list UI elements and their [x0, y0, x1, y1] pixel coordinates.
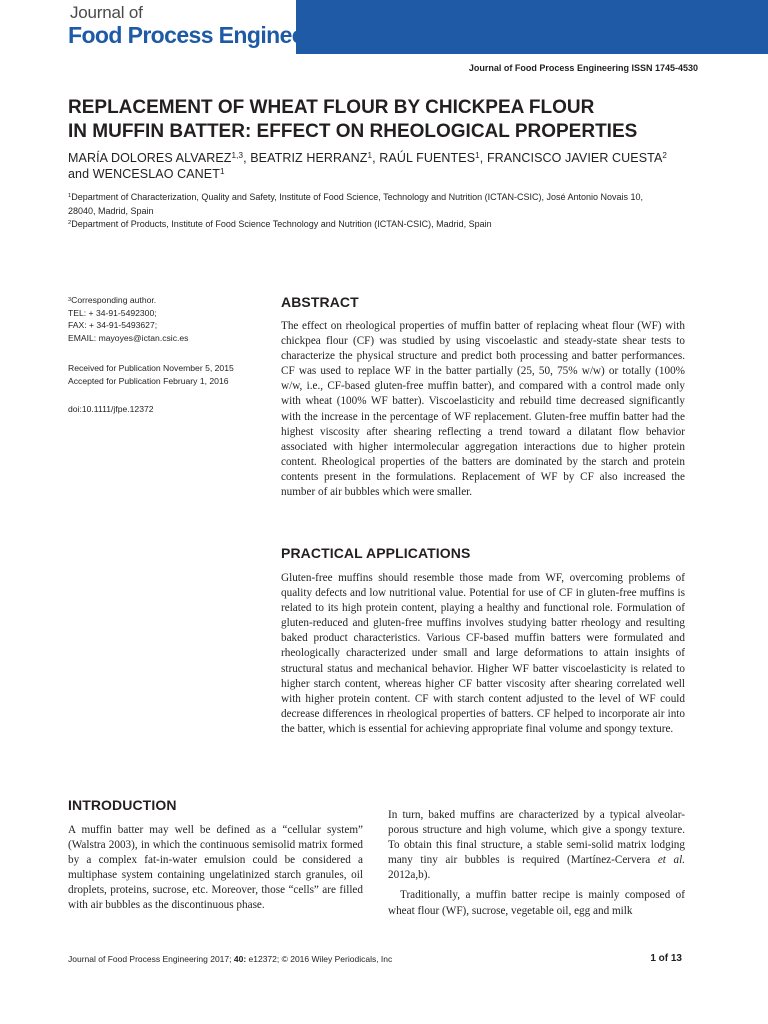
- abstract-heading: ABSTRACT: [281, 294, 359, 310]
- author-separator: ,: [479, 151, 487, 165]
- practical-applications-text: Gluten-free muffins should resemble those made from WF, overcoming problems of quality defects and low nutritional value. Potential for use of CF in gluten-free muffins is related to its high protein content, playing a healthy and functional role. Formulation of gluten-reduced and gluten-free muffins involves studying batter rheology and resulting baked product characteristics. Various CF-based muffin batters were formulated and rheologically characterized under small and large deformations to attain insights of structural status and mechanical behavior. Higher WF batter viscoelasticity is related to higher starch content, whereas higher CF batter viscosity after shearing correlated well with higher protein content. CF with starch content adjusted to the level of WF could decrease differences in rheological properties of batters. CF helped to incorporate air into the batter, which is essential for achieving appropriate final volume and spongy texture.: [281, 572, 685, 735]
- affiliation-line: 28040, Madrid, Spain: [68, 205, 154, 216]
- author-affiliation-mark: 1: [475, 151, 480, 161]
- article-title: [68, 96, 708, 144]
- received-date: Received for Publication November 5, 2015: [68, 363, 234, 373]
- corresponding-fax: FAX: + 34-91-5493627;: [68, 320, 158, 330]
- author-name: WENCESLAO CANET: [92, 167, 220, 181]
- affiliation-mark: 1: [68, 193, 72, 200]
- author-and: and: [68, 167, 93, 181]
- author-name: RAÚL FUENTES: [379, 151, 476, 165]
- journal-name: Food Process Engineering: [68, 22, 345, 48]
- author-affiliation-mark: 2: [662, 151, 668, 161]
- author-affiliation-mark: 1,3: [231, 151, 244, 161]
- practical-applications-heading: PRACTICAL APPLICATIONS: [281, 545, 471, 561]
- affiliation-line: Department of Products, Institute of Food Science Technology and Nutrition (ICTAN-CSIC), Madrid, Spain: [71, 219, 492, 229]
- journal-issn: Journal of Food Process Engineering ISSN 1745-4530: [468, 63, 698, 73]
- author-separator: ,: [372, 151, 380, 165]
- title-line-2: IN MUFFIN BATTER: EFFECT ON RHEOLOGICAL PROPERTIES: [68, 121, 638, 142]
- author-separator: ,: [243, 151, 251, 165]
- title-line-1: REPLACEMENT OF WHEAT FLOUR BY CHICKPEA FLOUR: [68, 97, 595, 118]
- affiliation-line: Department of Characterization, Quality and Safety, Institute of Food Science, Technology and Nutrition (ICTAN-CSIC), José Antonio Novais 10,: [71, 192, 644, 202]
- corresponding-email[interactable]: EMAIL: mayoyes@ictan.csic.es: [68, 332, 189, 343]
- corresponding-author-block: [68, 294, 258, 344]
- corresponding-mark: 3: [68, 296, 72, 303]
- introduction-column-1: A muffin batter may well be defined as a “cellular system” (Walstra 2003), in which the continuous semisolid matrix formed by a complex fat-in-water emulsion could be considered a multiphase system containing ungelatinized starch granules, oil droplets, proteins, sucrose, etc. Moreover, those “cells” are filled with air bubbles as the discontinuous phase.: [68, 824, 363, 912]
- accepted-date: Accepted for Publication February 1, 2016: [68, 375, 229, 386]
- introduction-column-2: [388, 808, 685, 919]
- author-list: [68, 150, 708, 182]
- corresponding-label: Corresponding author.: [71, 295, 157, 305]
- affiliation-mark: 2: [68, 220, 72, 227]
- author-name: FRANCISCO JAVIER CUESTA: [486, 151, 663, 165]
- affiliation-1: [68, 191, 698, 218]
- doi[interactable]: doi:10.1111/jfpe.12372: [68, 404, 154, 414]
- author-name: BEATRIZ HERRANZ: [250, 151, 368, 165]
- introduction-heading: INTRODUCTION: [68, 797, 177, 813]
- publication-dates: [68, 362, 258, 387]
- author-affiliation-mark: 1: [219, 167, 225, 177]
- corresponding-tel: TEL: + 34-91-5492300;: [68, 307, 157, 318]
- affiliation-2: [68, 218, 698, 232]
- footer-volume: 40:: [233, 954, 247, 964]
- intro-col2-paragraph-1: In turn, baked muffins are characterized by a typical alveolar-porous structure and high volume, which give a spongy texture. To obtain this final structure, a stable semi-solid matrix lodging many tiny air bubbles is required (Martínez-Cervera et al. 2012a,b).: [388, 809, 685, 882]
- abstract-text: The effect on rheological properties of muffin batter of replacing wheat flour (WF) with chickpea flour (CF) was studied by using viscoelastic and steady-state shear tests to characterize the physical structure and predict both processing and batter performances. CF was used to replace WF in the batter partially (25, 50, 75% w/w) or totally (100% w/w, i.e., CF-based gluten-free muffin batter), and compared with a control made only with wheat (100% WF batter). Viscoelasticity and rebuild time decreased significantly with the increase in the percentage of WF replacement. Gluten-free muffin batter had the highest viscosity after shearing reflecting a trend toward a dilatant flow behavior associated with higher intermolecular aggregation interactions due to higher protein content. Rheological properties of the batters are dominated by the starch and protein contents present in the formulations. Replacement of WF by CF also increased the number of air bubbles which were smaller.: [281, 320, 685, 499]
- page-number: 1 of 13: [650, 953, 682, 964]
- intro-col2-paragraph-2: Traditionally, a muffin batter recipe is mainly composed of wheat flour (WF), sucrose, vegetable oil, egg and milk: [388, 889, 685, 917]
- journal-of-label: Journal of: [70, 3, 143, 22]
- footer-citation: Journal of Food Process Engineering 2017; 40: e12372; © 2016 Wiley Periodicals, Inc: [68, 954, 393, 964]
- author-name: MARÍA DOLORES ALVAREZ: [68, 151, 232, 165]
- et-al: et al.: [657, 854, 685, 867]
- author-affiliation-mark: 1: [367, 151, 373, 161]
